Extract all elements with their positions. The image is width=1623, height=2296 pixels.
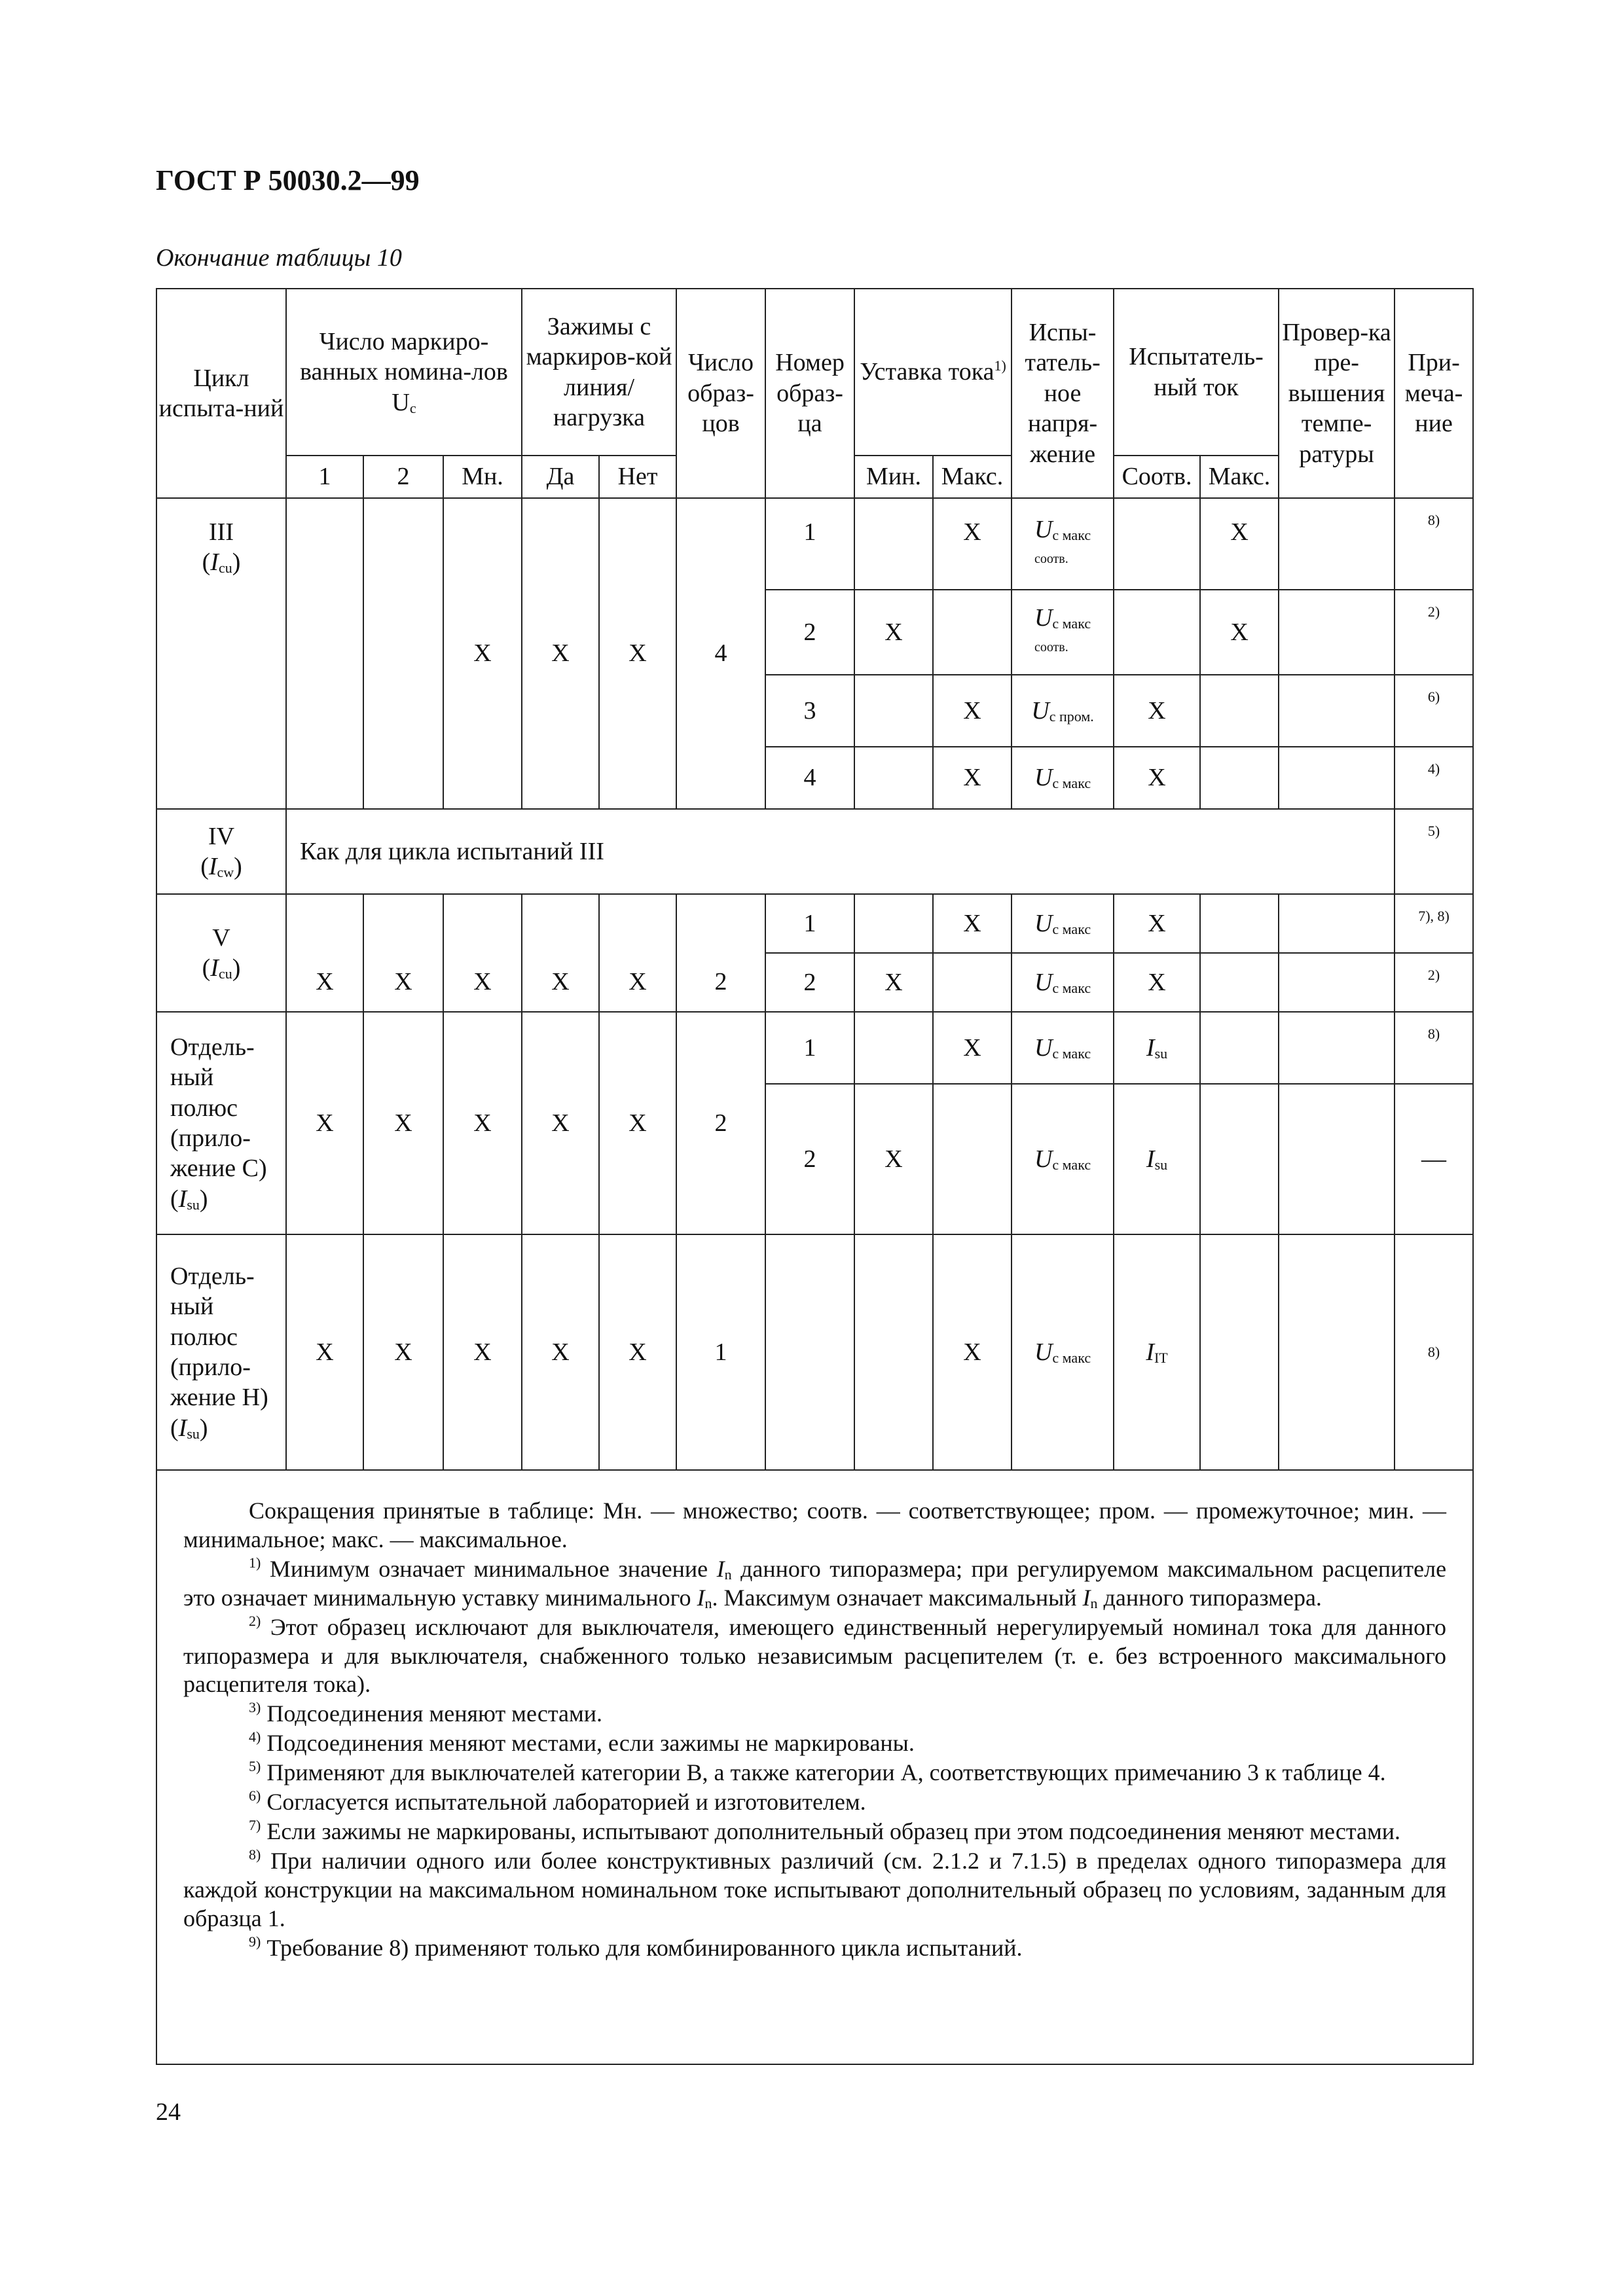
- footnote-2: $^{2)}$ Этот образец исключают для выключателя, имеющего единственный нерегулируемый номинал тока для данного типоразмера и для выключателя, снабженного только независимым расцепителем (т. е. без встроенного максимального расцепителя тока).: [183, 1612, 1447, 1698]
- cell-note: 4): [1395, 747, 1473, 809]
- cycle-cell: Отдель-ный полюс (прило-жение Н) (Isu): [156, 1234, 286, 1470]
- cell-mark: X: [286, 1012, 363, 1234]
- header-cycle: Цикл испыта-ний: [156, 289, 286, 498]
- cell-min: X: [854, 1084, 933, 1234]
- cell-corresponding: X: [1114, 747, 1200, 809]
- cell-max: X: [933, 675, 1012, 747]
- cell-note: 2): [1395, 953, 1473, 1012]
- note-abbreviations: Сокращения принятые в таблице: Мн. — множество; соотв. — соответствующее; пром. — промежуточное; мин. — минимальное; макс. — максимальное.: [183, 1498, 1447, 1552]
- subheader-no: Нет: [599, 456, 676, 498]
- cycle-cell: Отдель-ный полюс (прило-жение С) (Isu): [156, 1012, 286, 1234]
- cell-samples: 4: [676, 498, 765, 809]
- cell-voltage: Uс макс: [1012, 1234, 1114, 1470]
- cell-mark: X: [443, 1012, 522, 1234]
- table-continuation-caption: Окончание таблицы 10: [156, 244, 402, 272]
- cell-min: [854, 498, 933, 590]
- cell-mark: X: [443, 894, 522, 1012]
- cell-min: X: [854, 953, 933, 1012]
- cell-max: X: [933, 498, 1012, 590]
- footnote-6: $^{6)}$ Согласуется испытательной лабораторией и изготовителем.: [249, 1787, 866, 1816]
- cell-max-current: X: [1200, 590, 1279, 675]
- cell-mark: X: [363, 1234, 443, 1470]
- cell-max: X: [933, 747, 1012, 809]
- subheader-corresponding: Соотв.: [1114, 456, 1200, 498]
- cycle-cell: IV (Icw): [156, 809, 286, 894]
- cell-sample-no: 2: [765, 1084, 854, 1234]
- cell-mark: X: [522, 498, 599, 809]
- cell-note: 8): [1395, 1234, 1473, 1470]
- table-notes-row: [156, 1470, 1473, 2064]
- cell-mark: X: [363, 1012, 443, 1234]
- cell-voltage: Uс макс: [1012, 1012, 1114, 1084]
- header-test-current: Испытатель-ный ток: [1114, 289, 1279, 456]
- cell-corresponding: IIT: [1114, 1234, 1200, 1470]
- cell-corresponding: [1114, 498, 1200, 590]
- footnote-7: $^{7)}$ Если зажимы не маркированы, испытывают дополнительный образец при этом подсоединения меняют местами.: [249, 1816, 1401, 1844]
- cell-max: X: [933, 1234, 1012, 1470]
- standard-code: ГОСТ Р 50030.2—99: [156, 164, 420, 196]
- cycle-cell: III (Icu): [156, 498, 286, 809]
- cell-note: 5): [1395, 809, 1473, 894]
- cell-sample-no: 4: [765, 747, 854, 809]
- cell-max-current: X: [1200, 498, 1279, 590]
- cell-voltage: Uс макс соотв.: [1012, 590, 1114, 675]
- cell-sample-no: 1: [765, 894, 854, 953]
- table-row: [156, 894, 1473, 953]
- cell-mark: X: [363, 894, 443, 1012]
- header-notes: При-меча-ние: [1395, 289, 1473, 498]
- table-row: [156, 498, 1473, 590]
- footnote-3: $^{3)}$ Подсоединения меняют местами.: [249, 1699, 603, 1727]
- header-sample-number: Номер образ-ца: [765, 289, 854, 498]
- subheader-1: 1: [286, 456, 363, 498]
- footnote-5: $^{5)}$ Применяют для выключателей категории В, а также категории А, соответствующих примечанию 3 к таблице 4.: [249, 1758, 1386, 1786]
- cell-voltage: Uс макс соотв.: [1012, 498, 1114, 590]
- table-notes: [156, 1470, 1473, 2064]
- cell-samples: 1: [676, 1234, 765, 1470]
- cycle-iv-text: Как для цикла испытаний III: [286, 809, 1395, 894]
- cell-note: 7), 8): [1395, 894, 1473, 953]
- cell-samples: 2: [676, 894, 765, 1012]
- subheader-min: Мин.: [854, 456, 933, 498]
- cell-max: [933, 590, 1012, 675]
- cell-corresponding: Isu: [1114, 1084, 1200, 1234]
- cell-mark: X: [599, 1012, 676, 1234]
- cell-note: 8): [1395, 1012, 1473, 1084]
- cell-sample-no: 1: [765, 498, 854, 590]
- cell-voltage: Uс макс: [1012, 894, 1114, 953]
- cell-sample-no: 1: [765, 1012, 854, 1084]
- cell-corresponding: X: [1114, 675, 1200, 747]
- cell-note: 6): [1395, 675, 1473, 747]
- page-number: 24: [156, 2098, 181, 2126]
- cell-min: [854, 747, 933, 809]
- cell-mark: X: [286, 894, 363, 1012]
- cell-mark: X: [599, 894, 676, 1012]
- cell-corresponding: X: [1114, 953, 1200, 1012]
- header-marked-ratings: Число маркиро-ванных номина-лов Uс: [286, 289, 522, 456]
- cycle-cell: V (Icu): [156, 894, 286, 1012]
- cell-max: X: [933, 1012, 1012, 1084]
- subheader-max-current: Макс.: [1200, 456, 1279, 498]
- cell-corresponding: X: [1114, 894, 1200, 953]
- table-row: [156, 809, 1473, 894]
- header-clamps: Зажимы с маркиров-кой линия/ нагрузка: [522, 289, 676, 456]
- subheader-max: Макс.: [933, 456, 1012, 498]
- subheader-yes: Да: [522, 456, 599, 498]
- cell-corresponding: [1114, 590, 1200, 675]
- cell-voltage: Uс макс: [1012, 953, 1114, 1012]
- footnote-4: $^{4)}$ Подсоединения меняют местами, если зажимы не маркированы.: [249, 1729, 915, 1757]
- cell-voltage: Uс макс: [1012, 747, 1114, 809]
- subheader-many: Мн.: [443, 456, 522, 498]
- cell-mark: X: [443, 498, 522, 809]
- header-samples: Число образ-цов: [676, 289, 765, 498]
- header-temperature-check: Провер-ка пре-вышения темпе-ратуры: [1279, 289, 1395, 498]
- cell-voltage: Uс макс: [1012, 1084, 1114, 1234]
- header-test-voltage: Испы-татель-ное напря-жение: [1012, 289, 1114, 498]
- cell-sample-no: 2: [765, 590, 854, 675]
- cell-mark: X: [286, 1234, 363, 1470]
- cell-mark: X: [522, 1234, 599, 1470]
- table-row: [156, 1234, 1473, 1470]
- test-cycles-table: [156, 288, 1474, 2065]
- cell-note: —: [1395, 1084, 1473, 1234]
- cell-voltage: Uс пром.: [1012, 675, 1114, 747]
- table-row: [156, 1012, 1473, 1084]
- footnote-9: $^{9)}$ Требование 8) применяют только для комбинированного цикла испытаний.: [249, 1933, 1023, 1961]
- cell-samples: 2: [676, 1012, 765, 1234]
- subheader-2: 2: [363, 456, 443, 498]
- cell-min: X: [854, 590, 933, 675]
- cell-note: 2): [1395, 590, 1473, 675]
- cell-max: X: [933, 894, 1012, 953]
- cell-mark: X: [599, 1234, 676, 1470]
- footnote-1: $^{1)}$ Минимум означает минимальное значение In данного типоразмера; при регулируемом максимальном расцепителе это означает минимальную уставку минимального In. Максимум означает максимальный In данного типоразмера.: [183, 1554, 1447, 1611]
- cell-sample-no: 2: [765, 953, 854, 1012]
- header-current-setting: Уставка тока$^{1)}$: [854, 289, 1012, 456]
- cell-note: 8): [1395, 498, 1473, 590]
- footnote-8: $^{8)}$ При наличии одного или более конструктивных различий (см. 2.1.2 и 7.1.5) в пределах одного типоразмера для каждой конструкции на максимальном номинальном токе испытывают дополнительный образец по условиям, заданным для образца 1.: [183, 1846, 1447, 1931]
- cell-mark: X: [522, 1012, 599, 1234]
- cell-min: [854, 675, 933, 747]
- cell-mark: X: [443, 1234, 522, 1470]
- cell-mark: X: [599, 498, 676, 809]
- cell-sample-no: 3: [765, 675, 854, 747]
- cell-mark: X: [522, 894, 599, 1012]
- cell-corresponding: Isu: [1114, 1012, 1200, 1084]
